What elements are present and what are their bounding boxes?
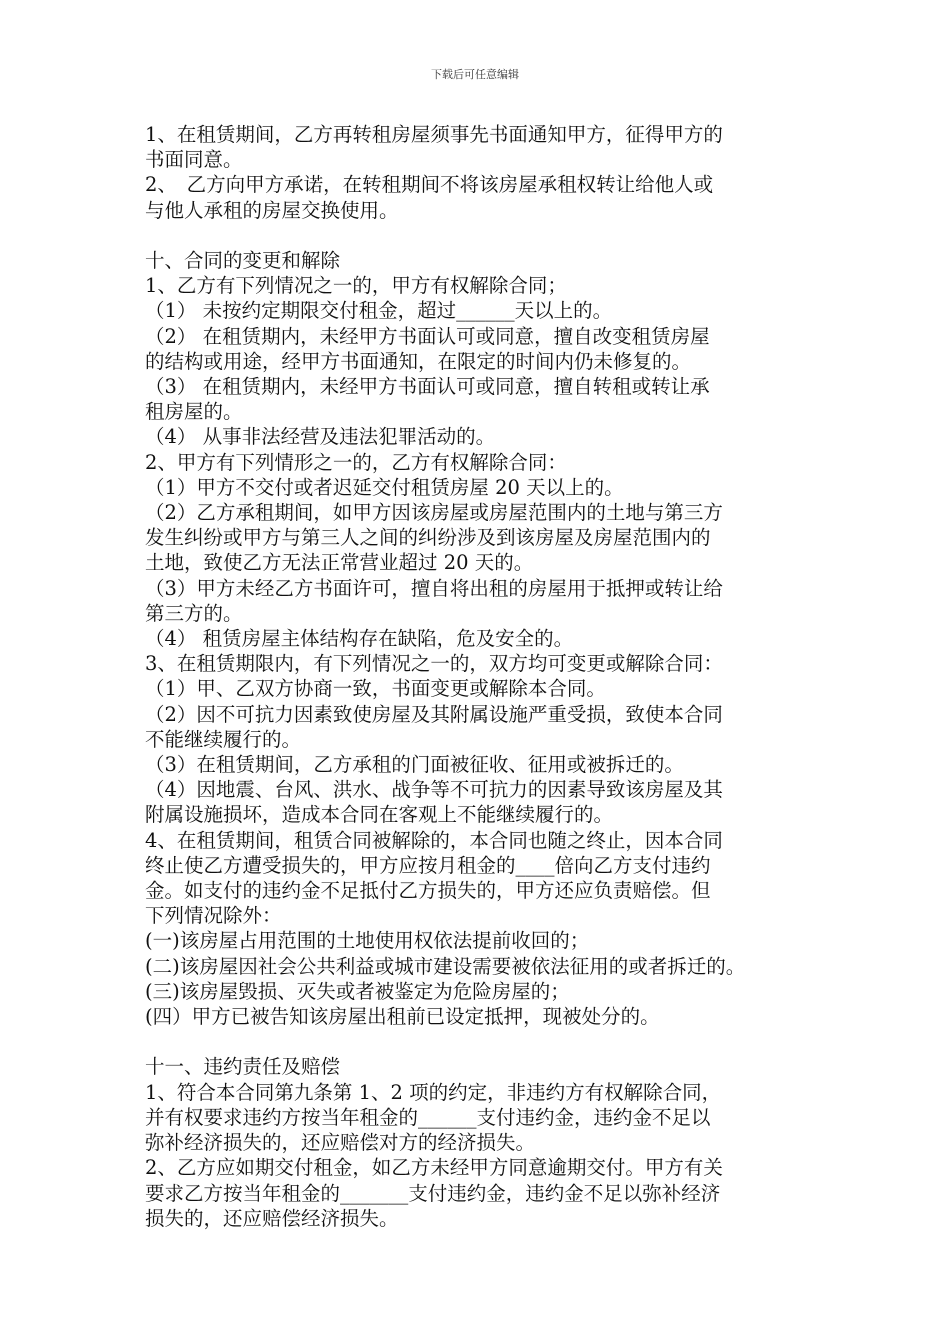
text-line: 1、乙方有下列情况之一的，甲方有权解除合同； bbox=[145, 274, 567, 298]
text-line: 的结构或用途，经甲方书面通知，在限定的时间内仍未修复的。 bbox=[145, 349, 692, 373]
text-line: 损失的，还应赔偿经济损失。 bbox=[145, 1206, 399, 1230]
text-line: 不能继续履行的。 bbox=[145, 727, 302, 751]
text-line: （4）因地震、台风、洪水、战争等不可抗力的因素导致该房屋及其 bbox=[145, 778, 723, 802]
text-line: 1、符合本合同第九条第 1、2 项的约定，非违约方有权解除合同， bbox=[145, 1080, 722, 1104]
text-line: 下列情况除外： bbox=[145, 904, 282, 928]
text-line: （2）乙方承租期间，如甲方因该房屋或房屋范围内的土地与第三方 bbox=[145, 501, 723, 525]
text-line: 3、在租赁期限内，有下列情况之一的，双方均可变更或解除合同： bbox=[145, 652, 723, 676]
text-line: 2、乙方应如期交付租金，如乙方未经甲方同意逾期交付。甲方有关 bbox=[145, 1156, 723, 1180]
text-line: （3） 在租赁期内，未经甲方书面认可或同意，擅自转租或转让承 bbox=[145, 375, 710, 399]
text-line: 弥补经济损失的，还应赔偿对方的经济损失。 bbox=[145, 1131, 536, 1155]
text-line: 书面同意。 bbox=[145, 148, 243, 172]
text-line: (三)该房屋毁损、灭失或者被鉴定为危险房屋的； bbox=[145, 979, 570, 1003]
text-line: 要求乙方按当年租金的_______支付违约金，违约金不足以弥补经济 bbox=[145, 1181, 721, 1205]
page-header: 下载后可任意编辑 bbox=[431, 68, 519, 81]
text-line: (一)该房屋占用范围的土地使用权依法提前收回的； bbox=[145, 929, 590, 953]
text-line: 附属设施损坏，造成本合同在客观上不能继续履行的。 bbox=[145, 803, 614, 827]
text-line: 第三方的。 bbox=[145, 601, 243, 625]
text-line: (二)该房屋因社会公共利益或城市建设需要被依法征用的或者拆迁的。 bbox=[145, 954, 746, 978]
text-line: (四）甲方已被告知该房屋出租前已设定抵押，现被处分的。 bbox=[145, 1005, 660, 1029]
text-line: 十、合同的变更和解除 bbox=[145, 249, 341, 272]
text-line: 2、甲方有下列情形之一的，乙方有权解除合同： bbox=[145, 450, 567, 474]
text-line: （1） 未按约定期限交付租金，超过______天以上的。 bbox=[145, 299, 613, 323]
text-line: 租房屋的。 bbox=[145, 400, 243, 424]
text-line: （3）在租赁期间，乙方承租的门面被征收、征用或被拆迁的。 bbox=[145, 753, 684, 777]
text-line: 4、在租赁期间，租赁合同被解除的，本合同也随之终止，因本合同 bbox=[145, 828, 723, 852]
text-line: （4） 从事非法经营及违法犯罪活动的。 bbox=[145, 425, 496, 449]
text-line: 发生纠纷或甲方与第三人之间的纠纷涉及到该房屋及房屋范围内的 bbox=[145, 526, 711, 550]
text-line: 与他人承租的房屋交换使用。 bbox=[145, 198, 399, 222]
text-line: （1）甲、乙双方协商一致，书面变更或解除本合同。 bbox=[145, 677, 606, 701]
text-line: （3）甲方未经乙方书面许可，擅自将出租的房屋用于抵押或转让给 bbox=[145, 576, 723, 600]
text-line: 1、在租赁期间，乙方再转租房屋须事先书面通知甲方，征得甲方的 bbox=[145, 123, 723, 146]
text-line: 终止使乙方遭受损失的，甲方应按月租金的____倍向乙方支付违约 bbox=[145, 853, 711, 877]
blank-line bbox=[145, 223, 845, 248]
text-line: （4） 租赁房屋主体结构存在缺陷，危及安全的。 bbox=[145, 627, 574, 651]
text-line: （2） 在租赁期内，未经甲方书面认可或同意，擅自改变租赁房屋 bbox=[145, 324, 710, 348]
text-line: 土地，致使乙方无法正常营业超过 20 天的。 bbox=[145, 551, 534, 575]
text-line: 十一、违约责任及赔偿 bbox=[145, 1055, 341, 1079]
document-body bbox=[145, 122, 845, 1231]
text-line: 金。如支付的违约金不足抵付乙方损失的，甲方还应负责赔偿。但 bbox=[145, 879, 711, 903]
text-line: （1）甲方不交付或者迟延交付租赁房屋 20 天以上的。 bbox=[145, 475, 624, 499]
text-line: 并有权要求违约方按当年租金的______支付违约金，违约金不足以 bbox=[145, 1105, 711, 1129]
text-line: 2、 乙方向甲方承诺，在转租期间不将该房屋承租权转让给他人或 bbox=[145, 173, 714, 197]
text-line: （2）因不可抗力因素致使房屋及其附属设施严重受损，致使本合同 bbox=[145, 702, 723, 726]
blank-line bbox=[145, 1029, 845, 1054]
